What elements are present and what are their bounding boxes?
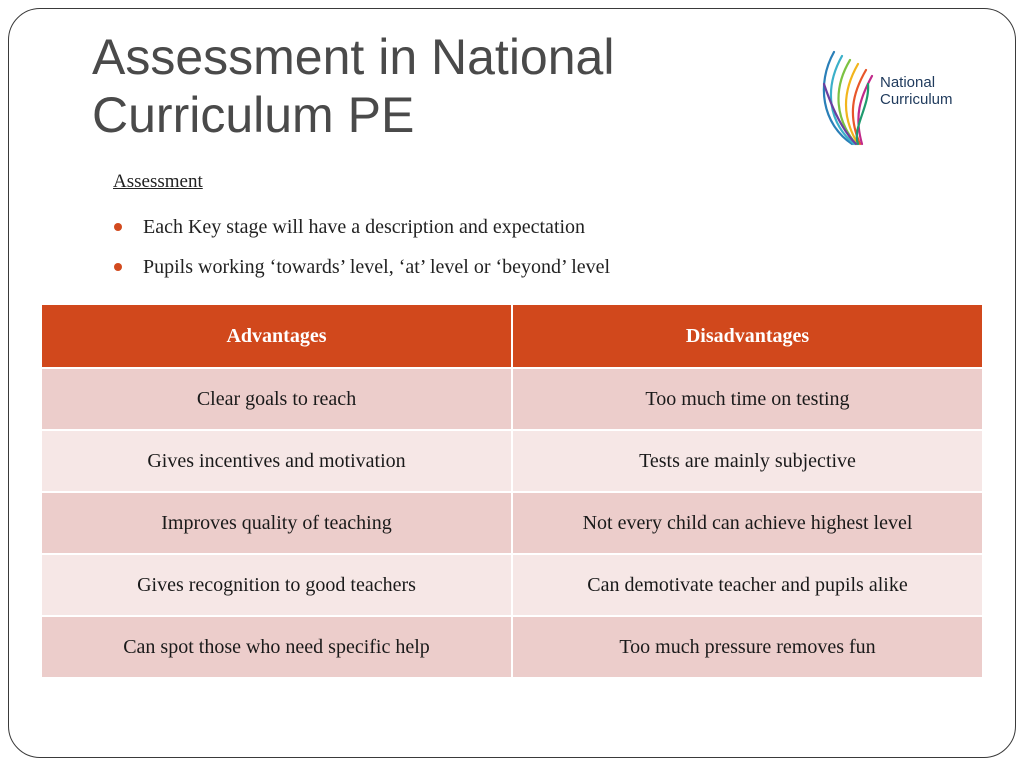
national-curriculum-flame-icon xyxy=(812,44,882,148)
header-disadvantages: Disadvantages xyxy=(512,304,983,368)
title-line-1: Assessment in National xyxy=(92,29,615,85)
bullet-item xyxy=(113,247,610,287)
bullet-text: Pupils working ‘towards’ level, ‘at’ level or ‘beyond’ level xyxy=(143,256,611,278)
comparison-table xyxy=(40,303,984,679)
bullet-item xyxy=(113,207,610,247)
title-line-2: Curriculum PE xyxy=(92,87,415,143)
table-row xyxy=(41,368,983,430)
bullet-dot-icon xyxy=(114,263,122,271)
disadvantage-cell: Too much pressure removes fun xyxy=(512,616,983,678)
advantage-cell: Gives incentives and motivation xyxy=(41,430,512,492)
advantage-cell: Can spot those who need specific help xyxy=(41,616,512,678)
advantage-cell: Gives recognition to good teachers xyxy=(41,554,512,616)
table-row xyxy=(41,554,983,616)
table-row xyxy=(41,492,983,554)
disadvantage-cell: Tests are mainly subjective xyxy=(512,430,983,492)
slide-title xyxy=(92,28,732,144)
bullet-list xyxy=(113,207,610,287)
logo-line-1: National xyxy=(880,74,936,91)
logo-line-2: Curriculum xyxy=(880,91,953,108)
section-heading: Assessment xyxy=(113,171,203,192)
disadvantage-cell: Too much time on testing xyxy=(512,368,983,430)
disadvantage-cell: Can demotivate teacher and pupils alike xyxy=(512,554,983,616)
bullet-dot-icon xyxy=(114,223,122,231)
logo-text xyxy=(880,74,953,108)
table-header-row xyxy=(41,304,983,368)
advantage-cell: Improves quality of teaching xyxy=(41,492,512,554)
table-row xyxy=(41,616,983,678)
header-advantages: Advantages xyxy=(41,304,512,368)
disadvantage-cell: Not every child can achieve highest level xyxy=(512,492,983,554)
bullet-text: Each Key stage will have a description and expectation xyxy=(143,216,586,238)
advantage-cell: Clear goals to reach xyxy=(41,368,512,430)
table-row xyxy=(41,430,983,492)
